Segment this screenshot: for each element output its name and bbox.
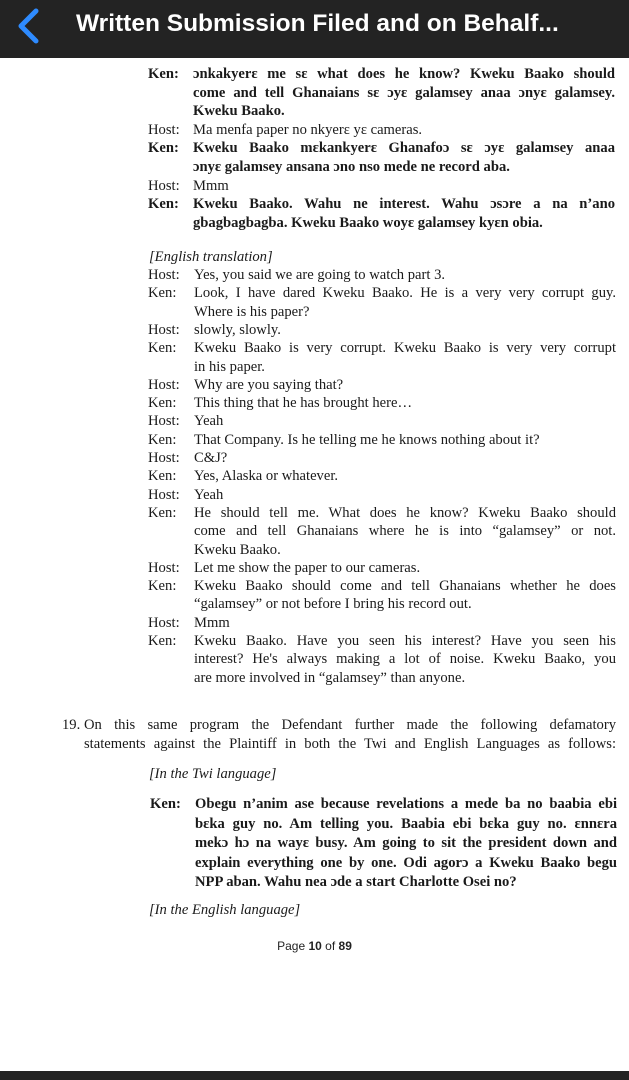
transcript-line: gbagbagbagba. Kweku Baako woyɛ galamsey kyɛn obia. (193, 214, 543, 231)
transcript-line: That Company. Is he telling me he knows nothing about it? (194, 431, 540, 448)
document-page (0, 58, 629, 1071)
transcript-line: Mmm (194, 614, 230, 631)
page-prefix: Page (277, 939, 309, 953)
transcript-line: Yes, Alaska or whatever. (194, 468, 339, 485)
speaker-label: Host: (148, 559, 180, 576)
chevron-left-icon (10, 6, 50, 48)
speaker-label: Ken: (148, 431, 177, 448)
transcript-line: come and tell Ghanaians where he is into “galamsey” or not. (194, 523, 616, 540)
back-button[interactable] (10, 6, 50, 48)
transcript-line: Kweku Baako. (194, 541, 281, 558)
speaker-label: Ken: (150, 796, 181, 812)
speaker-label: Ken: (148, 633, 177, 649)
transcript-line: in his paper. (194, 358, 265, 375)
transcript-line: Where is his paper? (194, 303, 310, 320)
transcript-line: This thing that he has brought here… (194, 395, 413, 412)
page-of: of (321, 939, 339, 953)
transcript-line: Yeah (194, 486, 224, 503)
paragraph-number: 19. (62, 717, 81, 733)
transcript-line: Kweku Baako mɛkankyerɛ Ghanafoɔ sɛ ɔyɛ galamsey anaa (193, 140, 615, 157)
speaker-label: Host: (148, 450, 180, 466)
speaker-label: Ken: (148, 578, 177, 595)
transcript-line: Kweku Baako is very corrupt. Kweku Baako is very very corrupt (194, 340, 616, 357)
transcript-line: slowly, slowly. (194, 321, 281, 338)
speaker-label: Ken: (148, 66, 179, 82)
transcript-line: come and tell Ghanaians sɛ ɔyɛ galamsey anaa ɔnyɛ galamsey. (193, 84, 615, 101)
page-total: 89 (338, 939, 352, 953)
bottom-bar (0, 1071, 629, 1080)
transcript-line: Why are you saying that? (194, 376, 344, 393)
transcript-line: Yes, you said we are going to watch part 3. (194, 267, 446, 283)
page-current: 10 (308, 939, 322, 953)
speaker-label: Host: (148, 321, 180, 338)
quote-line: bɛka guy no. Am telling you. Baabia ebi bɛka guy no. ɛnnɛra (195, 815, 617, 832)
speaker-label: Host: (148, 376, 180, 393)
transcript-line: Ma menfa paper no nkyerɛ yɛ cameras. (193, 121, 423, 138)
speaker-label: Ken: (148, 140, 179, 157)
paragraph-line: On this same program the Defendant further made the following defamatory (84, 717, 616, 733)
speaker-label: Host: (148, 177, 180, 194)
transcript-line: Look, I have dared Kweku Baako. He is a very very corrupt guy. (194, 285, 616, 302)
top-navigation-bar (0, 0, 629, 58)
transcript-line: C&J? (194, 450, 228, 466)
speaker-label: Host: (148, 121, 180, 138)
english-language-label: [In the English language] (149, 902, 301, 918)
speaker-label: Host: (148, 614, 180, 631)
quote-line: Obegu n’anim ase because revelations a mede ba no baabia ebi (195, 796, 617, 812)
transcript-line: Kweku Baako. Wahu ne interest. Wahu ɔsɔre a na n’ano (193, 196, 615, 213)
transcript-line: Kweku Baako should come and tell Ghanaians whether he does (194, 578, 616, 595)
document-title: Written Submission Filed and on Behalf... (76, 10, 559, 37)
speaker-label: Host: (148, 486, 180, 503)
transcript-line: Yeah (194, 413, 224, 430)
speaker-label: Ken: (148, 285, 177, 302)
quote-line: NPP aban. Wahu nea ɔde a start Charlotte Osei no? (195, 874, 517, 890)
transcript-line: Mmm (193, 177, 229, 194)
transcript-line: ɔnkakyerɛ me sɛ what does he know? Kweku Baako should (193, 66, 615, 82)
transcript-line: interest? He's always making a lot of noise. Kweku Baako, you (194, 651, 616, 668)
transcript-line: are more involved in “galamsey” than anyone. (194, 669, 466, 686)
speaker-label: Ken: (148, 340, 177, 357)
english-translation-label: [English translation] (149, 249, 273, 265)
speaker-label: Ken: (148, 196, 179, 213)
quote-line: explain everything one by one. Odi agorɔ a Kweku Baako begu (195, 854, 617, 871)
twi-language-label: [In the Twi language] (149, 766, 277, 782)
transcript-line: Let me show the paper to our cameras. (194, 559, 421, 576)
speaker-label: Host: (148, 267, 180, 283)
paragraph-line: statements against the Plaintiff in both the Twi and English Languages as follows: (84, 736, 616, 752)
speaker-label: Ken: (148, 468, 177, 485)
transcript-line: ɔnyɛ galamsey ansana ɔno nso mede ne record aba. (193, 159, 510, 175)
speaker-label: Host: (148, 413, 180, 430)
speaker-label: Ken: (148, 395, 177, 412)
speaker-label: Ken: (148, 504, 177, 521)
transcript-line: He should tell me. What does he know? Kweku Baako should (194, 504, 616, 521)
page-indicator (0, 939, 629, 953)
quote-line: mekɔ hɔ na wayɛ busy. Am going to sit the president down and (195, 835, 617, 851)
transcript-line: “galamsey” or not before I bring his record out. (194, 596, 472, 613)
transcript-line: Kweku Baako. (193, 103, 285, 120)
transcript-line: Kweku Baako. Have you seen his interest? Have you seen his (194, 633, 616, 649)
